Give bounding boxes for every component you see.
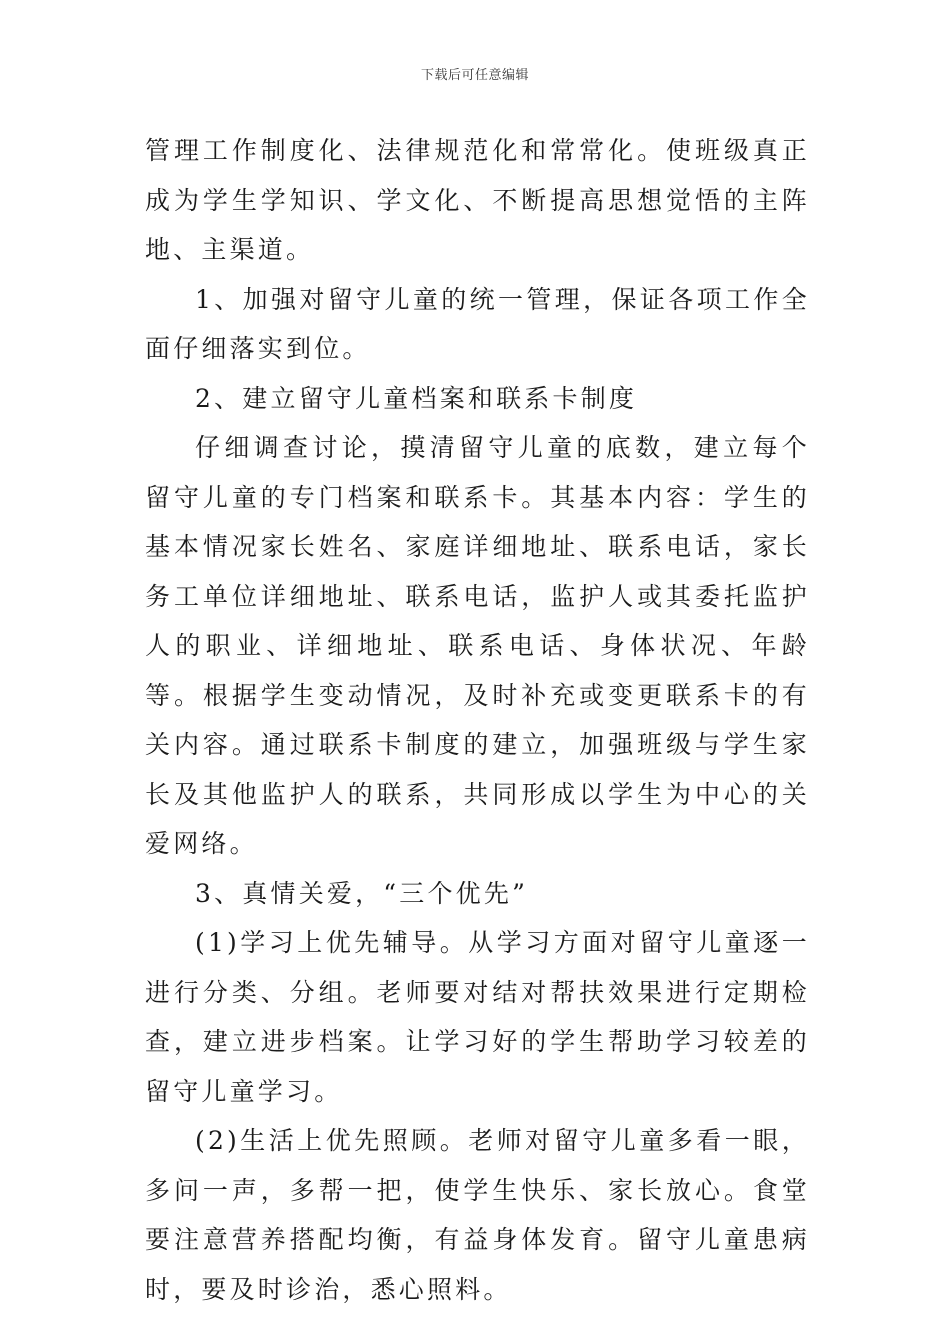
paragraph-continuation: 管理工作制度化、法律规范化和常常化。使班级真正成为学生学知识、学文化、不断提高思想觉悟的主阵地、主渠道。 — [145, 136, 810, 264]
paragraph-study-priority: (1)学习上优先辅导。从学习方面对留守儿童逐一进行分类、分组。老师要对结对帮扶效果进行定期检查，建立进步档案。让学习好的学生帮助学习较差的留守儿童学习。 — [145, 928, 810, 1106]
document-body — [145, 126, 810, 1314]
page-header: 下载后可任意编辑 — [420, 68, 529, 83]
paragraph-archive-details: 仔细调查讨论，摸清留守儿童的底数，建立每个留守儿童的专门档案和联系卡。其基本内容：学生的基本情况家长姓名、家庭详细地址、联系电话，家长务工单位详细地址、联系电话，监护人或其委托监护人的职业、详细地址、联系电话、身体状况、年龄等。根据学生变动情况，及时补充或变更联系卡的有关内容。通过联系卡制度的建立，加强班级与学生家长及其他监护人的联系，共同形成以学生为中心的关爱网络。 — [145, 433, 810, 858]
paragraph-item-2-heading: 2、建立留守儿童档案和联系卡制度 — [195, 383, 638, 413]
paragraph-item-3-heading: 3、真情关爱，“三个优先” — [195, 878, 529, 908]
paragraph-life-priority: (2)生活上优先照顾。老师对留守儿童多看一眼，多问一声，多帮一把，使学生快乐、家长放心。食堂要注意营养搭配均衡，有益身体发育。留守儿童患病时，要及时诊治，悉心照料。 — [145, 1126, 810, 1304]
paragraph-item-1: 1、加强对留守儿童的统一管理，保证各项工作全面仔细落实到位。 — [145, 284, 810, 363]
